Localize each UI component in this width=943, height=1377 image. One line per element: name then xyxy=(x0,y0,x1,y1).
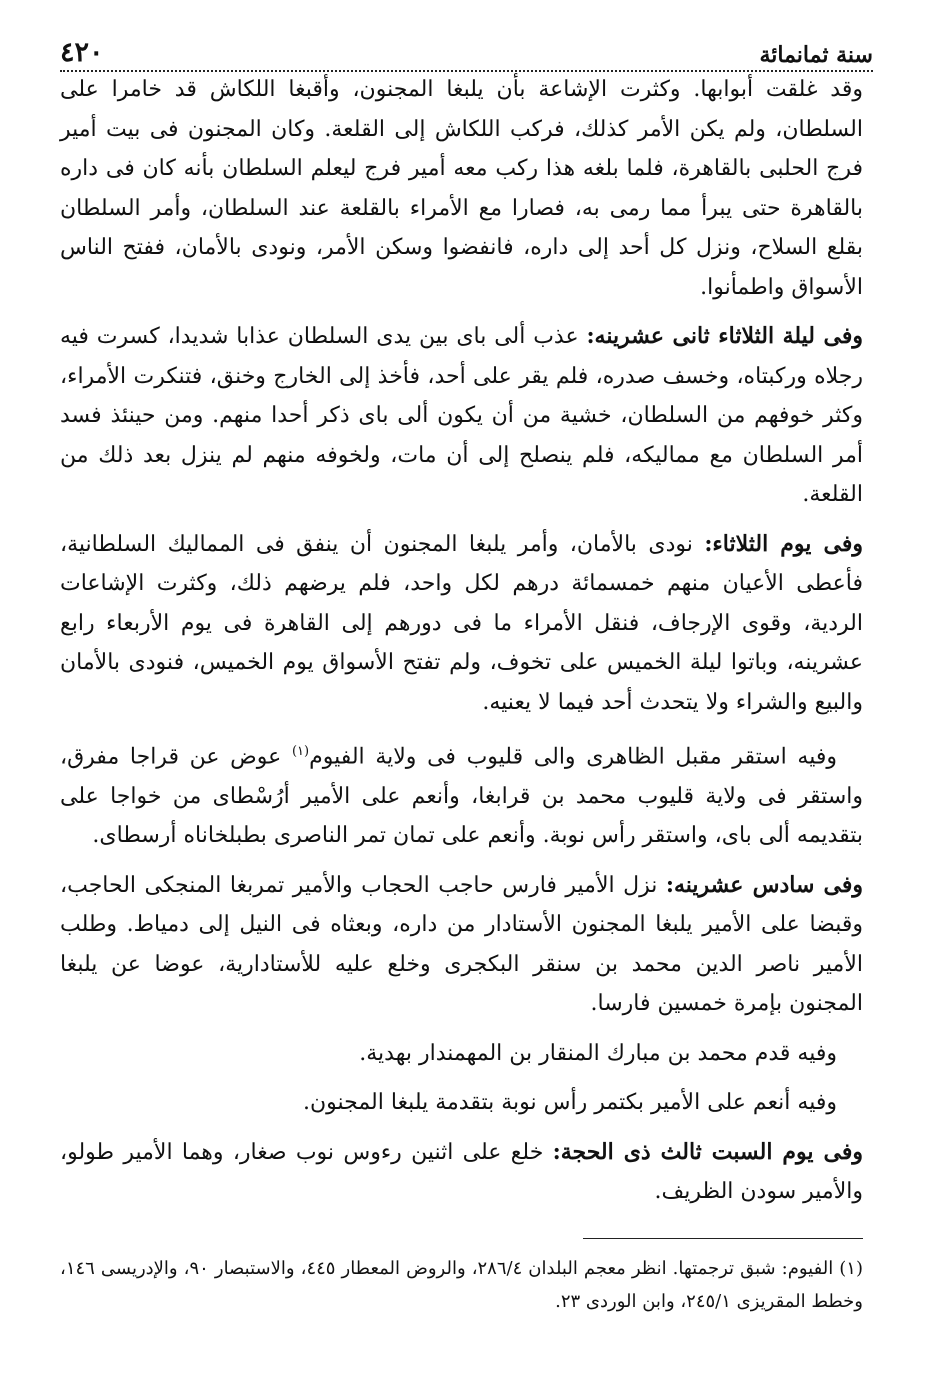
paragraph-text: وقد غلقت أبوابها. وكثرت الإشاعة بأن يلبغا المجنون، وأقبغا اللكاش قد خامرا على السلطان، ولم يكن الأمر كذلك، فركب اللكاش إلى القلعة. وكان المجنون فى بيت أمير فرج الحلبى بالقاهرة، فلما بلغه هذا ركب معه أمير فرج ليعلم السلطان بأنه كان فى داره بالقاهرة حتى يبرأ مما رمى به، فصارا مع الأمراء بالقلعة عند السلطان، وأمر السلطان بقلع السلاح، ونزل كل أحد إلى داره، فانفضوا وسكن الأمر، ونودى بالأمان، ففتح الناس الأسواق واطمأنوا. xyxy=(60,77,863,300)
paragraph-text: عوض عن قراجا مفرق، واستقر فى ولاية قليوب محمد بن قرابغا، وأنعم على الأمير أرُسْطاى من خواجا على بتقديمه ألى باى، واستقر رأس نوبة. وأنعم على تمان تمر الناصرى بطبلخاناه أرسطاى. xyxy=(60,744,863,849)
main-text xyxy=(60,70,863,1222)
page-number: ٤٢٠ xyxy=(60,37,104,68)
page-header xyxy=(60,24,873,72)
paragraph xyxy=(60,317,863,515)
paragraph xyxy=(60,866,863,1024)
paragraph xyxy=(60,732,863,856)
paragraph-lead: وفى سادس عشرينه: xyxy=(665,871,864,898)
paragraph-text-before-note: وفيه استقر مقبل الظاهرى والى قليوب فى ولاية الفيوم xyxy=(309,744,837,770)
paragraph xyxy=(60,525,863,723)
paragraph-text: نزل الأمير فارس حاجب الحجاب والأمير تمربغا المنجكى الحاجب، وقبضا على الأمير يلبغا المجنون الأستادار من داره، وبعثاه فى النيل إلى دمياط. وطلب الأمير ناصر الدين محمد بن سنقر البكجرى وخلع عليه للأستادارية، عوضا عن يلبغا المجنون بإمرة خمسين فارسا. xyxy=(60,872,863,1017)
paragraph xyxy=(60,70,863,307)
paragraph xyxy=(60,1133,863,1212)
paragraph xyxy=(60,1034,863,1074)
paragraph-lead: وفى يوم الثلاثاء: xyxy=(704,530,863,557)
paragraph-text: وفيه أنعم على الأمير بكتمر رأس نوبة بتقدمة يلبغا المجنون. xyxy=(302,1090,837,1116)
paragraph-text: خلع على اثنين رءوس نوب صغار، وهما الأمير طولو، والأمير سودن الظريف. xyxy=(60,1139,863,1205)
paragraph xyxy=(60,1083,863,1123)
footnote xyxy=(60,1252,863,1318)
running-title: سنة ثمانمائة xyxy=(759,42,873,68)
footnote-divider xyxy=(583,1238,863,1239)
footnote-reference: (١) xyxy=(291,744,310,759)
paragraph-lead: وفى ليلة الثلاثاء ثانى عشرينه: xyxy=(586,323,863,349)
footnote-text: (١) الفيوم: شبق ترجمتها. انظر معجم البلدان ٢٨٦/٤، والروض المعطار ٤٤٥، والاستبصار ٩٠، والإدريسى ١٤٦، وخطط المقريزى ٢٤٥/١، وابن الوردى ٢٣. xyxy=(60,1258,863,1312)
paragraph-text: عذب ألى باى بين يدى السلطان عذابا شديدا، كسرت فيه رجلاه وركبتاه، وخسف صدره، فلم يقر على أحد، فأخذ إلى الخارج وخنق، فتنكرت الأمراء، وكثر خوفهم من السلطان، خشية من أن يكون ألى باى ذكر أحدا منهم. ومن حينئذ فسد أمر السلطان مع مماليكه، فلم ينصلح إلى أن مات، ولخوفه منهم لم ينزل بعد ذلك من القلعة. xyxy=(60,324,863,507)
paragraph-text: نودى بالأمان، وأمر يلبغا المجنون أن ينفق فى المماليك السلطانية، فأعطى الأعيان منهم خمسمائة درهم لكل واحد، فلم يرضهم ذلك، وكثرت الإشاعات الردية، وقوى الإرجاف، فنقل الأمراء ما فى دورهم إلى القاهرة فى يوم الأربعاء رابع عشرينه، وباتوا ليلة الخميس على تخوف، ولم تفتح الأسواق يوم الخميس، فنودى بالأمان والبيع والشراء ولا يتحدث أحد فيما لا يعنيه. xyxy=(60,531,863,715)
paragraph-text: وفيه قدم محمد بن مبارك المنقار بن المهمندار بهدية. xyxy=(359,1040,837,1066)
paragraph-lead: وفى يوم السبت ثالث ذى الحجة: xyxy=(552,1138,863,1165)
